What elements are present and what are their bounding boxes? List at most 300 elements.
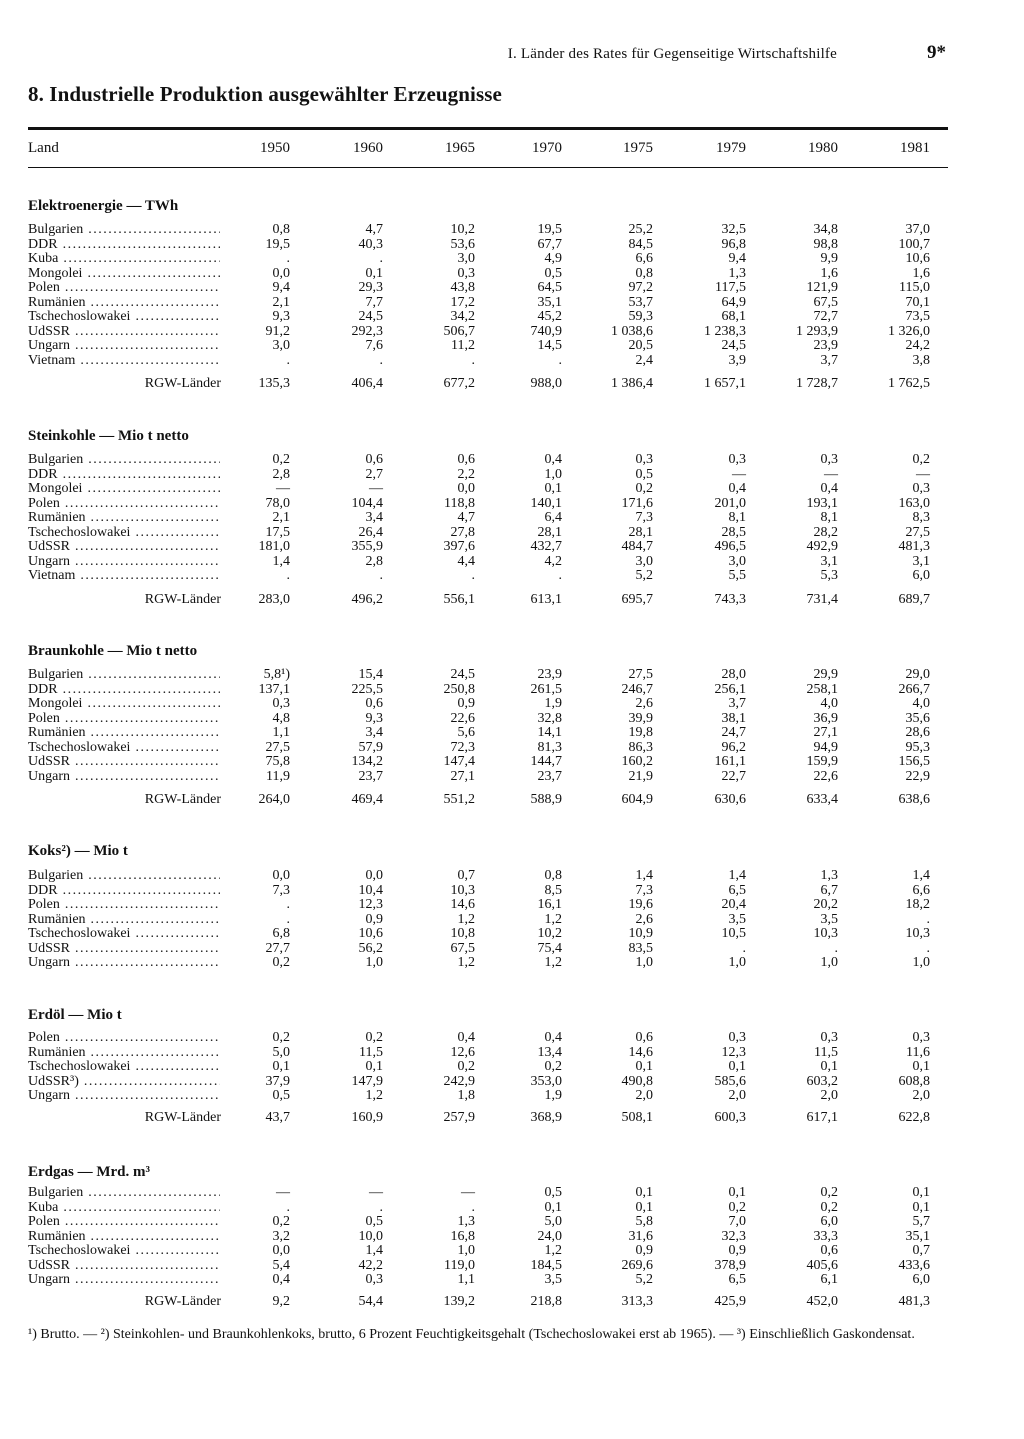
row-value: 16,8 xyxy=(450,1228,475,1244)
row-value: 12,6 xyxy=(450,1044,475,1060)
row-value: 18,2 xyxy=(905,897,930,912)
row-value: 0,3 xyxy=(728,1030,746,1045)
row-value: 28,1 xyxy=(628,524,653,540)
row-value: 4,2 xyxy=(544,553,562,569)
row-value: 0,3 xyxy=(820,1030,838,1045)
row-value: 38,1 xyxy=(721,710,746,726)
row-value: 3,5 xyxy=(820,911,838,927)
row-value: 2,1 xyxy=(272,510,290,525)
total-value: 617,1 xyxy=(806,1110,838,1125)
row-value: 6,6 xyxy=(635,251,653,266)
row-value: 5,2 xyxy=(635,568,653,583)
row-value: . xyxy=(379,1199,383,1215)
table-row xyxy=(0,482,1024,496)
table-row xyxy=(0,281,1024,295)
row-value: 2,0 xyxy=(820,1088,838,1103)
row-value: 14,6 xyxy=(628,1044,653,1060)
row-value: 1,2 xyxy=(544,955,562,970)
total-value: 731,4 xyxy=(806,592,838,607)
row-value: 7,6 xyxy=(365,338,383,353)
row-country: UdSSR ..... xyxy=(28,1259,220,1273)
table-row xyxy=(0,884,1024,898)
row-value: 96,8 xyxy=(721,236,746,252)
row-value: 0,8 xyxy=(544,868,562,883)
row-value: 484,7 xyxy=(621,539,653,554)
row-value: 0,4 xyxy=(544,1030,562,1045)
row-country: Polen ..... xyxy=(28,712,220,726)
table-row xyxy=(0,555,1024,569)
row-value: 1,0 xyxy=(728,955,746,970)
row-value: 6,7 xyxy=(820,882,838,898)
table-row xyxy=(0,354,1024,368)
row-value: 3,1 xyxy=(820,553,838,569)
row-value: 0,0 xyxy=(272,1243,290,1258)
row-value: 4,7 xyxy=(457,510,475,525)
total-label: RGW-Länder xyxy=(144,376,221,391)
section-title: Erdöl — Mio t xyxy=(28,1007,122,1023)
total-value: 425,9 xyxy=(714,1294,746,1309)
row-value: 3,1 xyxy=(912,553,930,569)
row-country: DDR ..... xyxy=(28,468,220,482)
row-value: 0,0 xyxy=(272,265,290,281)
table-row xyxy=(0,1244,1024,1258)
table-row xyxy=(0,1230,1024,1244)
total-value: 139,2 xyxy=(443,1294,475,1309)
row-value: 585,6 xyxy=(714,1073,746,1089)
total-value: 622,8 xyxy=(898,1110,930,1125)
row-value: 246,7 xyxy=(621,681,653,697)
row-value: 353,0 xyxy=(530,1073,562,1089)
row-value: 292,3 xyxy=(351,323,383,339)
row-value: 140,1 xyxy=(530,495,562,511)
total-value: 283,0 xyxy=(258,592,290,607)
total-label: RGW-Länder xyxy=(144,792,221,807)
table-row xyxy=(0,569,1024,583)
column-header-year: 1960 xyxy=(353,140,383,156)
row-value: 156,5 xyxy=(898,754,930,769)
row-value: 0,1 xyxy=(912,1199,930,1215)
row-value: 0,9 xyxy=(365,911,383,927)
row-value: 0,6 xyxy=(457,452,475,467)
row-value: — xyxy=(916,466,930,482)
row-country: UdSSR³) ..... xyxy=(28,1075,220,1089)
row-value: 0,2 xyxy=(728,1199,746,1215)
row-value: 3,5 xyxy=(728,911,746,927)
row-value: . xyxy=(379,352,383,368)
row-value: 0,2 xyxy=(272,955,290,970)
row-value: 24,5 xyxy=(721,338,746,353)
row-value: 1,1 xyxy=(272,725,290,740)
row-value: 225,5 xyxy=(351,681,383,697)
section-title: Steinkohle — Mio t netto xyxy=(28,428,189,444)
row-value: 10,3 xyxy=(813,926,838,941)
row-country: DDR ..... xyxy=(28,683,220,697)
total-value: 469,4 xyxy=(351,792,383,807)
section-title: Braunkohle — Mio t netto xyxy=(28,643,198,659)
row-value: 0,8 xyxy=(635,265,653,281)
row-value: 23,9 xyxy=(537,667,562,682)
row-value: . xyxy=(471,1199,475,1215)
row-value: . xyxy=(379,568,383,583)
row-value: 193,1 xyxy=(806,495,838,511)
row-value: 115,0 xyxy=(899,280,930,295)
row-value: 9,9 xyxy=(820,251,838,266)
row-value: 5,8 xyxy=(635,1214,653,1229)
row-value: 34,2 xyxy=(450,309,475,324)
section-title: Koks²) — Mio t xyxy=(28,843,128,859)
table-row xyxy=(0,770,1024,784)
total-row xyxy=(0,792,1024,808)
total-value: 508,1 xyxy=(621,1110,653,1125)
total-value: 551,2 xyxy=(443,792,475,807)
row-value: . xyxy=(286,352,290,368)
row-value: 72,3 xyxy=(450,739,475,755)
row-value: 10,3 xyxy=(905,926,930,941)
row-value: 0,5 xyxy=(365,1214,383,1229)
row-value: 35,1 xyxy=(905,1228,930,1244)
row-country: Kuba ..... xyxy=(28,252,220,266)
row-value: 6,0 xyxy=(820,1214,838,1229)
row-value: 0,1 xyxy=(635,1059,653,1074)
total-value: 218,8 xyxy=(530,1294,562,1309)
row-value: 10,2 xyxy=(450,222,475,237)
row-value: 2,8 xyxy=(272,466,290,482)
row-value: 3,7 xyxy=(728,696,746,711)
row-value: 27,1 xyxy=(450,768,475,784)
row-value: 11,5 xyxy=(359,1044,383,1060)
row-value: 1,0 xyxy=(820,955,838,970)
row-value: 0,1 xyxy=(728,1185,746,1200)
row-value: 0,0 xyxy=(272,868,290,883)
row-country: Polen ..... xyxy=(28,1031,220,1045)
top-rule xyxy=(28,127,948,130)
row-value: 740,9 xyxy=(530,323,562,339)
row-value: 72,7 xyxy=(813,309,838,324)
row-country: Tschechoslowakei ..... xyxy=(28,927,220,941)
row-value: 23,7 xyxy=(358,768,383,784)
row-value: 9,3 xyxy=(272,309,290,324)
row-value: 8,1 xyxy=(820,510,838,525)
row-value: 27,1 xyxy=(813,725,838,740)
total-value: 630,6 xyxy=(714,792,746,807)
row-value: 3,7 xyxy=(820,352,838,368)
row-value: 0,2 xyxy=(820,1199,838,1215)
row-value: 261,5 xyxy=(530,681,562,697)
column-header-land: Land xyxy=(28,140,59,156)
row-value: 7,3 xyxy=(635,510,653,525)
row-value: 4,7 xyxy=(365,222,383,237)
row-value: 94,9 xyxy=(813,739,838,755)
section-title: Elektroenergie — TWh xyxy=(28,198,179,214)
row-value: . xyxy=(286,1199,290,1215)
row-value: 19,6 xyxy=(628,897,653,912)
row-value: 22,9 xyxy=(905,768,930,784)
row-value: 4,4 xyxy=(457,553,475,569)
row-value: 29,3 xyxy=(358,280,383,295)
row-value: 10,9 xyxy=(628,926,653,941)
row-value: 0,9 xyxy=(457,696,475,711)
row-value: 37,9 xyxy=(265,1073,290,1089)
total-value: 406,4 xyxy=(351,376,383,391)
row-value: 3,4 xyxy=(365,725,383,740)
total-value: 496,2 xyxy=(351,592,383,607)
row-value: 184,5 xyxy=(530,1257,562,1273)
table-row xyxy=(0,668,1024,682)
row-value: 11,5 xyxy=(814,1044,838,1060)
row-value: 23,7 xyxy=(537,768,562,784)
running-header: I. Länder des Rates für Gegenseitige Wirtschaftshilfe xyxy=(507,46,837,62)
row-value: 5,2 xyxy=(635,1272,653,1287)
row-value: 29,0 xyxy=(905,667,930,682)
row-value: 67,5 xyxy=(813,294,838,310)
row-value: 0,1 xyxy=(365,265,383,281)
row-country: Rumänien ..... xyxy=(28,1046,220,1060)
row-value: 0,0 xyxy=(365,868,383,883)
row-value: 2,0 xyxy=(912,1088,930,1103)
row-value: 1,2 xyxy=(544,1243,562,1258)
row-value: 6,6 xyxy=(912,882,930,898)
row-value: 0,3 xyxy=(820,452,838,467)
row-country: Polen ..... xyxy=(28,281,220,295)
row-value: 5,4 xyxy=(272,1257,290,1273)
row-country: Rumänien ..... xyxy=(28,726,220,740)
row-value: 7,3 xyxy=(272,882,290,898)
table-row xyxy=(0,726,1024,740)
total-value: 633,4 xyxy=(806,792,838,807)
row-value: 5,3 xyxy=(820,568,838,583)
row-value: 0,7 xyxy=(457,868,475,883)
row-value: 0,2 xyxy=(912,452,930,467)
row-value: 147,4 xyxy=(443,754,475,769)
row-value: 256,1 xyxy=(714,681,746,697)
table-row xyxy=(0,869,1024,883)
table-row xyxy=(0,683,1024,697)
row-value: — xyxy=(732,466,746,482)
row-value: 0,9 xyxy=(728,1243,746,1258)
row-value: 3,8 xyxy=(912,352,930,368)
row-value: 24,5 xyxy=(450,667,475,682)
row-value: 13,4 xyxy=(537,1044,562,1060)
row-value: 29,9 xyxy=(813,667,838,682)
row-value: 24,0 xyxy=(537,1228,562,1244)
row-value: 19,5 xyxy=(537,222,562,237)
row-value: 0,3 xyxy=(635,452,653,467)
row-value: 96,2 xyxy=(721,739,746,755)
row-value: 0,5 xyxy=(272,1088,290,1103)
row-value: 159,9 xyxy=(806,754,838,769)
row-value: — xyxy=(461,1185,475,1200)
row-value: 0,2 xyxy=(635,481,653,496)
row-value: 242,9 xyxy=(443,1073,475,1089)
table-row xyxy=(0,526,1024,540)
row-value: 81,3 xyxy=(537,739,562,755)
row-value: 1,4 xyxy=(365,1243,383,1258)
row-value: 83,5 xyxy=(628,940,653,956)
row-value: 118,8 xyxy=(444,495,475,511)
row-value: 1,9 xyxy=(544,1088,562,1103)
row-value: 32,5 xyxy=(721,222,746,237)
row-value: 0,4 xyxy=(728,481,746,496)
row-value: 117,5 xyxy=(715,280,746,295)
row-value: 78,0 xyxy=(265,495,290,511)
row-country: Rumänien ..... xyxy=(28,1230,220,1244)
total-value: 481,3 xyxy=(898,1294,930,1309)
row-value: . xyxy=(558,568,562,583)
row-value: 28,5 xyxy=(721,524,746,540)
row-country: Bulgarien ..... xyxy=(28,453,220,467)
row-value: 10,6 xyxy=(905,251,930,266)
row-value: 0,6 xyxy=(365,696,383,711)
row-value: 1,2 xyxy=(544,911,562,927)
page-number: 9* xyxy=(927,42,946,63)
row-country: Kuba ..... xyxy=(28,1201,220,1215)
row-value: 17,5 xyxy=(265,524,290,540)
row-value: 45,2 xyxy=(537,309,562,324)
row-value: 6,4 xyxy=(544,510,562,525)
row-country: Polen ..... xyxy=(28,1215,220,1229)
row-value: 0,3 xyxy=(912,1030,930,1045)
row-value: 0,1 xyxy=(912,1185,930,1200)
row-value: 4,9 xyxy=(544,251,562,266)
row-value: 492,9 xyxy=(806,539,838,554)
row-value: 147,9 xyxy=(351,1073,383,1089)
row-value: 2,0 xyxy=(728,1088,746,1103)
row-value: 0,4 xyxy=(457,1030,475,1045)
row-value: 0,1 xyxy=(544,1199,562,1215)
row-country: UdSSR ..... xyxy=(28,325,220,339)
row-value: 9,3 xyxy=(365,710,383,726)
table-row xyxy=(0,927,1024,941)
row-value: 1,2 xyxy=(365,1088,383,1103)
row-value: 28,1 xyxy=(537,524,562,540)
total-label: RGW-Länder xyxy=(144,1294,221,1309)
row-value: 3,5 xyxy=(544,1272,562,1287)
column-header-year: 1975 xyxy=(623,140,653,156)
row-value: 5,7 xyxy=(912,1214,930,1229)
table-row xyxy=(0,325,1024,339)
table-title: 8. Industrielle Produktion ausgewählter Erzeugnisse xyxy=(28,82,502,106)
total-value: 1 386,4 xyxy=(611,376,653,391)
row-value: 28,6 xyxy=(905,725,930,740)
row-value: 24,7 xyxy=(721,725,746,740)
row-value: 0,2 xyxy=(365,1030,383,1045)
row-value: 1 326,0 xyxy=(888,323,930,339)
row-value: 19,5 xyxy=(265,236,290,252)
row-country: Rumänien ..... xyxy=(28,296,220,310)
row-value: 1,2 xyxy=(457,955,475,970)
row-value: 269,6 xyxy=(621,1257,653,1273)
row-value: 1 293,9 xyxy=(796,323,838,339)
total-row xyxy=(0,1110,1024,1126)
row-value: 4,8 xyxy=(272,710,290,726)
row-value: 64,5 xyxy=(537,280,562,295)
row-value: 6,0 xyxy=(912,1272,930,1287)
total-value: 689,7 xyxy=(898,592,930,607)
row-country: Polen ..... xyxy=(28,497,220,511)
row-value: 21,9 xyxy=(628,768,653,784)
row-country: Bulgarien ..... xyxy=(28,223,220,237)
row-value: 27,5 xyxy=(628,667,653,682)
table-row xyxy=(0,540,1024,554)
row-value: 0,8 xyxy=(272,222,290,237)
row-value: 1 038,6 xyxy=(611,323,653,339)
row-value: 27,5 xyxy=(905,524,930,540)
row-value: 506,7 xyxy=(443,323,475,339)
row-value: 171,6 xyxy=(621,495,653,511)
column-header-year: 1970 xyxy=(532,140,562,156)
row-country: UdSSR ..... xyxy=(28,540,220,554)
row-value: 53,7 xyxy=(628,294,653,310)
row-value: 5,0 xyxy=(544,1214,562,1229)
total-value: 368,9 xyxy=(530,1110,562,1125)
row-value: . xyxy=(926,940,930,956)
row-value: 481,3 xyxy=(898,539,930,554)
row-value: 1,1 xyxy=(457,1272,475,1287)
row-value: 7,0 xyxy=(728,1214,746,1229)
row-value: 70,1 xyxy=(905,294,930,310)
row-value: 397,6 xyxy=(443,539,475,554)
row-country: Ungarn ..... xyxy=(28,555,220,569)
table-row xyxy=(0,1046,1024,1060)
row-value: 22,6 xyxy=(813,768,838,784)
row-value: 20,4 xyxy=(721,897,746,912)
row-value: 1,4 xyxy=(272,553,290,569)
total-value: 43,7 xyxy=(265,1110,290,1125)
row-value: 10,0 xyxy=(358,1228,383,1244)
total-value: 160,9 xyxy=(351,1110,383,1125)
row-value: 8,5 xyxy=(544,882,562,898)
row-value: 27,7 xyxy=(265,940,290,956)
row-country: DDR ..... xyxy=(28,238,220,252)
row-value: 603,2 xyxy=(806,1073,838,1089)
row-value: 181,0 xyxy=(258,539,290,554)
row-value: 1,6 xyxy=(820,265,838,281)
row-value: 43,8 xyxy=(450,280,475,295)
row-value: 15,4 xyxy=(358,667,383,682)
row-value: 2,8 xyxy=(365,553,383,569)
row-value: 161,1 xyxy=(714,754,746,769)
row-value: 26,4 xyxy=(358,524,383,540)
row-country: Mongolei ..... xyxy=(28,697,220,711)
row-value: 24,5 xyxy=(358,309,383,324)
row-value: 95,3 xyxy=(905,739,930,755)
row-value: 119,0 xyxy=(444,1257,475,1273)
row-value: 405,6 xyxy=(806,1257,838,1273)
row-value: 163,0 xyxy=(898,495,930,511)
row-value: 2,2 xyxy=(457,466,475,482)
row-value: 0,3 xyxy=(457,265,475,281)
total-row xyxy=(0,592,1024,608)
row-value: 0,4 xyxy=(272,1272,290,1287)
row-value: 0,4 xyxy=(820,481,838,496)
row-value: 22,6 xyxy=(450,710,475,726)
row-value: 0,1 xyxy=(912,1059,930,1074)
row-value: 37,0 xyxy=(905,222,930,237)
row-value: 0,1 xyxy=(728,1059,746,1074)
row-value: 91,2 xyxy=(265,323,290,339)
row-value: 0,9 xyxy=(635,1243,653,1258)
total-value: 1 657,1 xyxy=(704,376,746,391)
row-country: Bulgarien ..... xyxy=(28,1186,220,1200)
row-value: 12,3 xyxy=(721,1044,746,1060)
row-value: 6,5 xyxy=(728,882,746,898)
row-value: 22,7 xyxy=(721,768,746,784)
row-value: 3,0 xyxy=(728,553,746,569)
row-value: 0,2 xyxy=(457,1059,475,1074)
row-value: 1,3 xyxy=(457,1214,475,1229)
row-value: 266,7 xyxy=(898,681,930,697)
table-row xyxy=(0,238,1024,252)
